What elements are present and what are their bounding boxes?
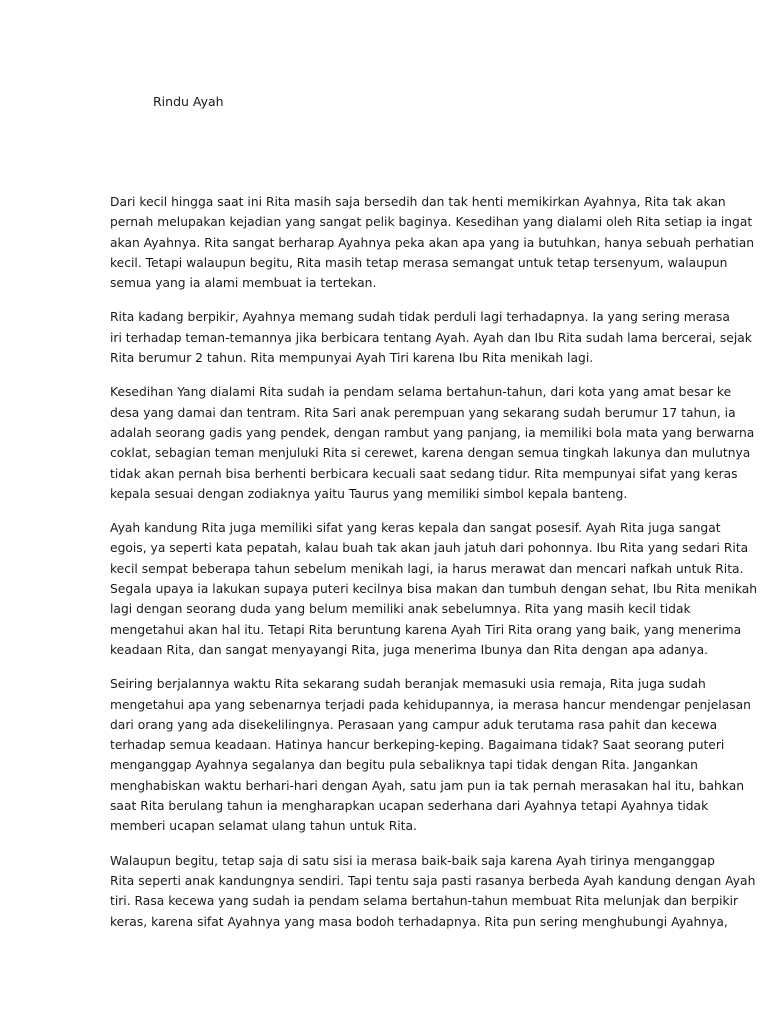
text-line: Ayah kandung Rita juga memiliki sifat yang keras kepala dan sangat posesif. Ayah Rita juga sangat [110,521,721,536]
text-line: kecil. Tetapi walaupun begitu, Rita masih tetap merasa semangat untuk tetap tersenyum, walaupun [110,255,728,270]
text-line: Dari kecil hingga saat ini Rita masih saja bersedih dan tak henti memikirkan Ayahnya, Rita tak akan [110,195,726,209]
text-line: kecil sempat beberapa tahun sebelum menikah lagi, ia harus merawat dan mencari nafkah untuk Rita. [110,561,744,576]
text-line: egois, ya seperti kata pepatah, kalau buah tak akan jauh jatuh dari pohonnya. Ibu Rita yang sedari Rita [110,541,749,556]
text-line: akan Ayahnya. Rita sangat berharap Ayahnya peka akan apa yang ia butuhkan, hanya sebuah perhatian [110,235,755,250]
text-line: mengetahui apa yang sebenarnya terjadi pada kehidupannya, ia merasa hancur mendengar penjelasan [110,697,751,712]
text-line: iri terhadap teman-temannya jika berbicara tentang Ayah. Ayah dan Ibu Rita sudah lama bercerai, sejak [110,330,752,345]
paragraph-5 [88,674,751,836]
document-title: Rindu Ayah [153,94,224,109]
text-line: mengetahui akan hal itu. Tetapi Rita beruntung karena Ayah Tiri Rita orang yang baik, yang menerima [110,622,742,637]
text-line: kepala sesuai dengan zodiaknya yaitu Taurus yang memiliki simbol kepala banteng. [110,486,628,501]
text-line: keras, karena sifat Ayahnya yang masa bodoh terhadapnya. Rita pun sering menghubungi Ayahnya, [110,914,728,929]
paragraph-2 [88,307,752,368]
text-line: pernah melupakan kejadian yang sangat pelik baginya. Kesedihan yang dialami oleh Rita setiap ia ingat [110,215,753,230]
paragraph-4 [88,518,758,660]
text-line: coklat, sebagian teman menjuluki Rita si cerewet, karena dengan semua tingkah lakunya dan mulutnya [110,446,751,461]
paragraph-3 [88,382,755,504]
text-line: menghabiskan waktu berhari-hari dengan Ayah, satu jam pun ia tak pernah merasakan hal itu, bahkan [110,778,745,793]
text-line: Rita berumur 2 tahun. Rita mempunyai Ayah Tiri karena Ibu Rita menikah lagi. [110,351,594,366]
text-line: lagi dengan seorang duda yang belum memiliki anak sebelumnya. Rita yang masih kecil tidak [110,602,691,617]
text-line: semua yang ia alami membuat ia tertekan. [110,276,377,291]
text-line: dari orang yang ada disekelilingnya. Perasaan yang campur aduk terutama rasa pahit dan kecewa [110,717,718,732]
text-line: adalah seorang gadis yang pendek, dengan rambut yang panjang, ia memiliki bola mata yang berwarna [110,425,755,440]
text-line: tidak akan pernah bisa berhenti berbicara kecuali saat sedang tidur. Rita mempunyai sifat yang keras [110,466,738,481]
text-line: Kesedihan Yang dialami Rita sudah ia pendam selama bertahun-tahun, dari kota yang amat besar ke [110,385,732,400]
text-line: menganggap Ayahnya segalanya dan begitu pula sebaliknya tapi tidak dengan Rita. Jangankan [110,758,698,773]
text-line: desa yang damai dan tentram. Rita Sari anak perempuan yang sekarang sudah berumur 17 tahun, ia [110,405,736,420]
text-line: Walaupun begitu, tetap saja di satu sisi ia merasa baik-baik saja karena Ayah tirinya menganggap [110,853,715,868]
text-line: memberi ucapan selamat ulang tahun untuk Rita. [110,819,417,834]
text-line: keadaan Rita, dan sangat menyayangi Rita, juga menerima Ibunya dan Rita dengan apa adanya. [110,642,709,657]
text-line: Rita seperti anak kandungnya sendiri. Tapi tentu saja pasti rasanya berbeda Ayah kandung dengan Ayah [110,873,756,888]
text-line: tiri. Rasa kecewa yang sudah ia pendam selama bertahun-tahun membuat Rita melunjak dan berpikir [110,894,739,909]
text-line: Rita kadang berpikir, Ayahnya memang sudah tidak perduli lagi terhadapnya. Ia yang sering merasa [110,310,730,325]
paragraph-1 [88,192,755,293]
text-line: saat Rita berulang tahun ia mengharapkan ucapan sederhana dari Ayahnya tetapi Ayahnya tidak [110,799,709,814]
document-body [88,192,758,946]
paragraph-6 [88,851,756,932]
text-line: Seiring berjalannya waktu Rita sekarang sudah beranjak memasuki usia remaja, Rita juga sudah [110,677,706,692]
text-line: terhadap semua keadaan. Hatinya hancur berkeping-keping. Bagaimana tidak? Saat seorang puteri [110,738,725,753]
text-line: Segala upaya ia lakukan supaya puteri kecilnya bisa makan dan tumbuh dengan sehat, Ibu Rita menikah [110,582,758,597]
